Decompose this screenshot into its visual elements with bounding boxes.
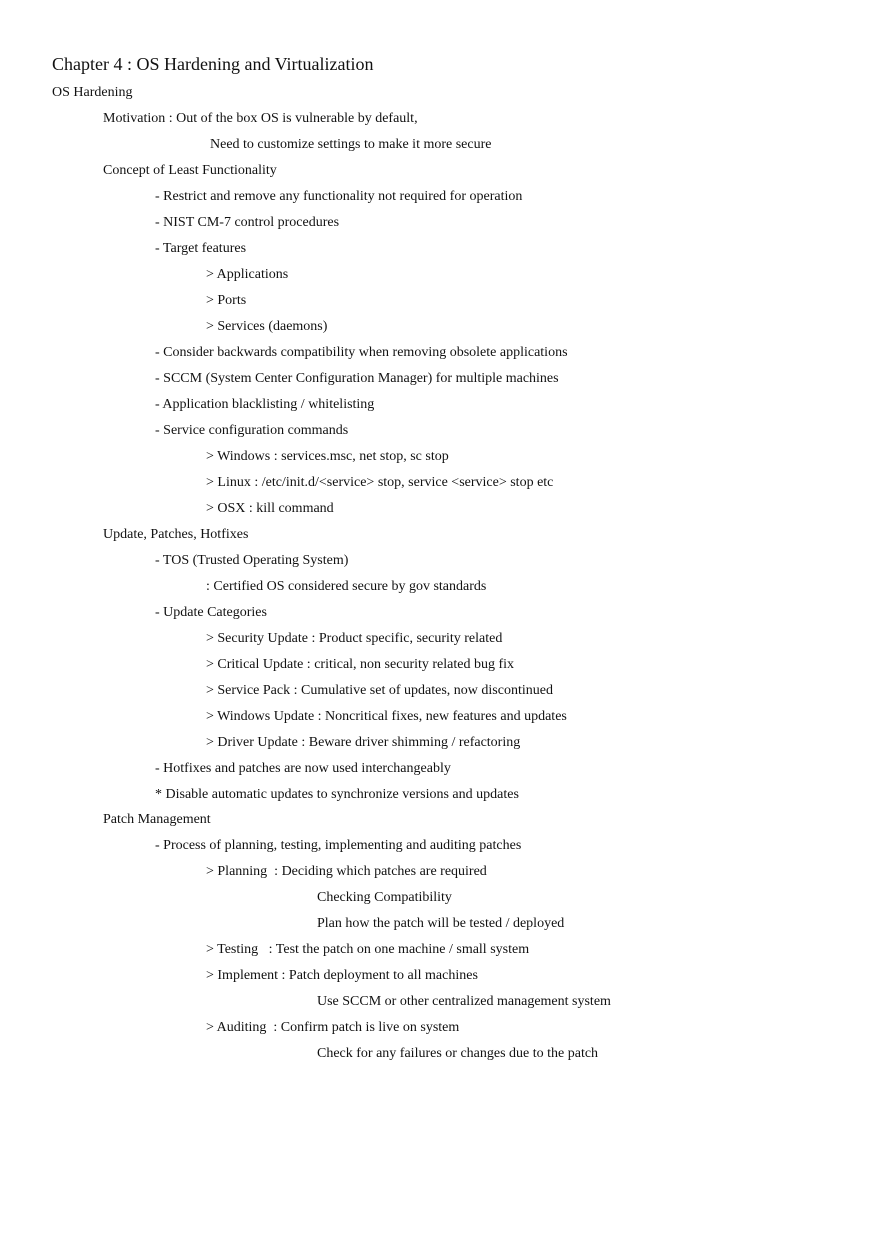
list-item: - Restrict and remove any functionality not required for operation [155, 189, 523, 204]
sub-list-item: > Driver Update : Beware driver shimming / refactoring [206, 735, 521, 750]
list-item: - NIST CM-7 control procedures [155, 215, 340, 230]
sub-list-item: > Linux : /etc/init.d/<service> stop, service <service> stop etc [206, 475, 554, 490]
list-item: * Disable automatic updates to synchronize versions and updates [155, 787, 519, 802]
sub-list-item: > Applications [206, 267, 289, 282]
continuation-line: Use SCCM or other centralized management system [317, 994, 611, 1009]
motivation-line-2: Need to customize settings to make it more secure [210, 137, 492, 152]
updates-heading: Update, Patches, Hotfixes [103, 527, 249, 542]
sub-list-item: > Service Pack : Cumulative set of updates, now discontinued [206, 683, 553, 698]
patch-management-heading: Patch Management [103, 812, 211, 827]
sub-list-item: > Critical Update : critical, non security related bug fix [206, 657, 515, 672]
continuation-line: Plan how the patch will be tested / deployed [317, 916, 565, 931]
list-item: - SCCM (System Center Configuration Manager) for multiple machines [155, 371, 559, 386]
sub-list-item: > Windows Update : Noncritical fixes, new features and updates [206, 709, 567, 724]
motivation-line-1: Motivation : Out of the box OS is vulnerable by default, [103, 111, 418, 126]
least-functionality-heading: Concept of Least Functionality [103, 163, 277, 178]
sub-list-item: > Implement : Patch deployment to all machines [206, 968, 478, 983]
continuation-line: Checking Compatibility [317, 890, 452, 905]
list-item: - Update Categories [155, 605, 267, 620]
list-item: - Target features [155, 241, 247, 256]
sub-list-item: > Security Update : Product specific, security related [206, 631, 503, 646]
sub-list-item: > Windows : services.msc, net stop, sc stop [206, 449, 449, 464]
sub-list-item: > Services (daemons) [206, 319, 328, 334]
section-heading-os-hardening: OS Hardening [52, 85, 133, 100]
list-item: - Hotfixes and patches are now used interchangeably [155, 761, 451, 776]
sub-list-item: > Ports [206, 293, 247, 308]
list-item: - Process of planning, testing, implementing and auditing patches [155, 838, 522, 853]
list-item: - Consider backwards compatibility when removing obsolete applications [155, 345, 568, 360]
continuation-line: Check for any failures or changes due to the patch [317, 1046, 599, 1061]
list-item: - TOS (Trusted Operating System) [155, 553, 349, 568]
sub-list-item: > OSX : kill command [206, 501, 334, 516]
sub-list-item: : Certified OS considered secure by gov standards [206, 579, 487, 594]
list-item: - Application blacklisting / whitelisting [155, 397, 375, 412]
sub-list-item: > Auditing : Confirm patch is live on system [206, 1020, 460, 1035]
list-item: - Service configuration commands [155, 423, 349, 438]
chapter-title: Chapter 4 : OS Hardening and Virtualization [52, 54, 374, 74]
sub-list-item: > Planning : Deciding which patches are required [206, 864, 487, 879]
sub-list-item: > Testing : Test the patch on one machine / small system [206, 942, 530, 957]
